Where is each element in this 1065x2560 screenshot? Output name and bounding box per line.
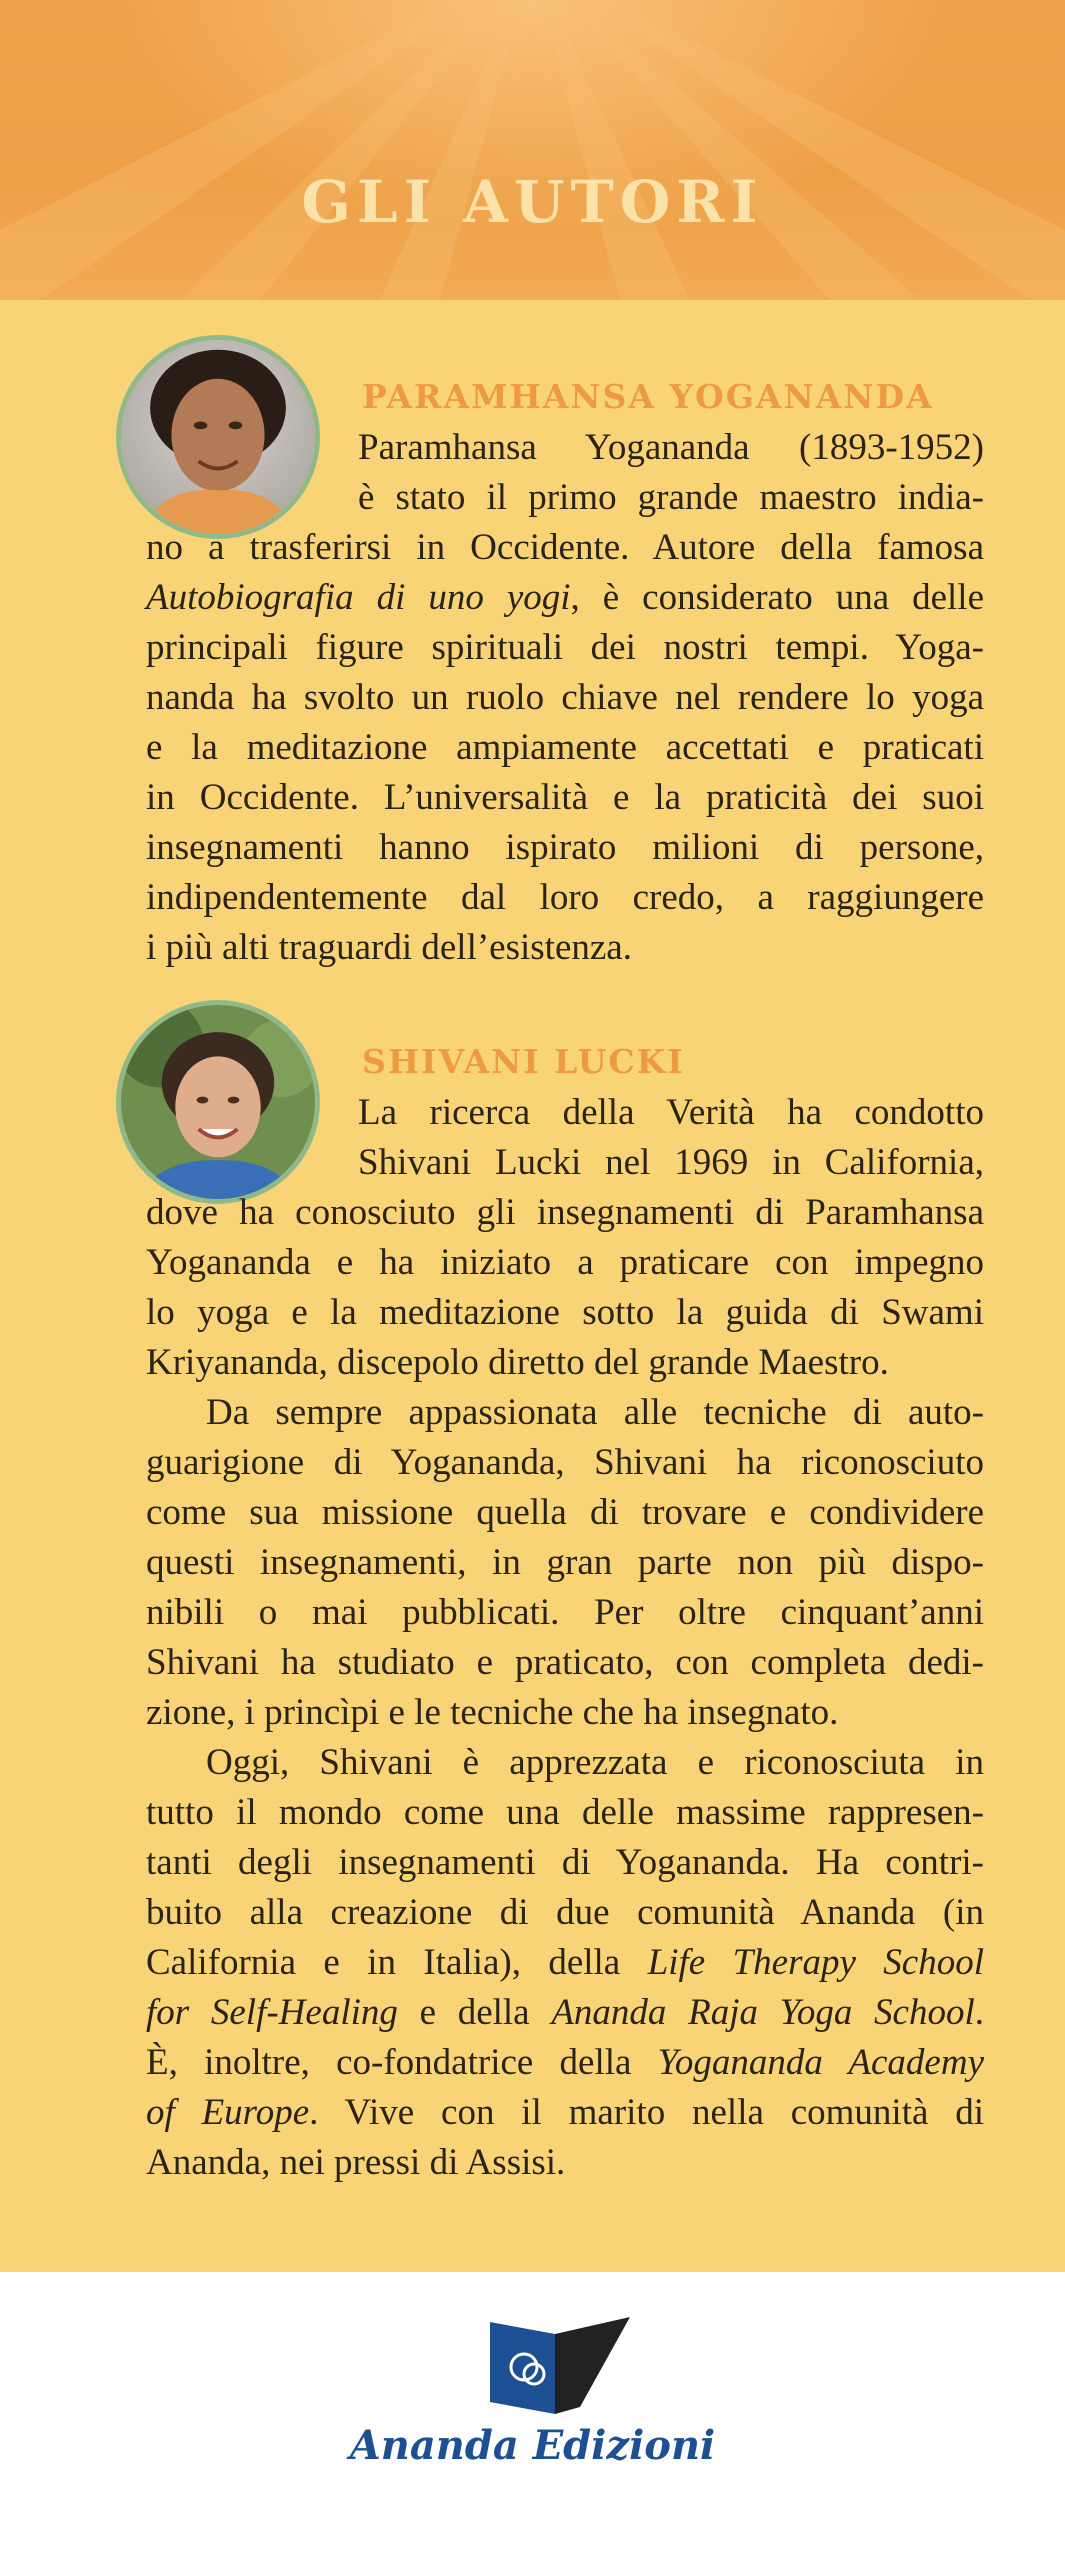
- bio-text: no a trasferirsi in Occidente. Autore della famosa: [146, 527, 984, 568]
- bio-paragraph: [146, 1088, 984, 1388]
- bio-line: [146, 1888, 984, 1938]
- bio-text: indipendentemente dal loro credo, a raggiungere: [146, 877, 984, 918]
- bio-text: nanda ha svolto un ruolo chiave nel rendere lo yoga: [146, 677, 984, 718]
- bio-line: [146, 1688, 984, 1738]
- bio-text: Da sempre appassionata alle tecniche di auto-: [206, 1392, 984, 1433]
- bio-line: [146, 1788, 984, 1838]
- bio-line: [146, 523, 984, 573]
- bio-text: e della: [397, 1992, 552, 2033]
- bio-paragraph: [146, 1738, 984, 2188]
- bio-line: [146, 1188, 984, 1238]
- bio-text: Yogananda e ha iniziato a praticare con impegno: [146, 1242, 984, 1283]
- bio-line: [146, 1488, 984, 1538]
- bio-text: guarigione di Yogananda, Shivani ha riconosciuto: [146, 1442, 984, 1483]
- bio-text: tutto il mondo come una delle massime rappresen-: [146, 1792, 984, 1833]
- bio-line: [146, 473, 984, 523]
- bio-line: [146, 2138, 984, 2188]
- book-logo-icon: [480, 2312, 640, 2422]
- author-name: PARAMHANSA YOGANANDA: [362, 377, 934, 416]
- bio-text: principali figure spirituali dei nostri tempi. Yoga-: [146, 627, 984, 668]
- bio-line: [146, 1938, 984, 1988]
- bio-text: buito alla creazione di due comunità Ananda (in: [146, 1892, 984, 1933]
- bio-line: [146, 1438, 984, 1488]
- author-bio: [146, 1088, 984, 2188]
- bio-text: , è considerato una delle: [570, 577, 985, 618]
- author-name: SHIVANI LUCKI: [362, 1042, 685, 1081]
- bio-text: Paramhansa Yogananda (1893-1952): [358, 427, 984, 468]
- academy-name: Yogananda Academy: [657, 2042, 984, 2083]
- publisher-name: Ananda Edizioni: [349, 2422, 716, 2469]
- bio-text: tanti degli insegnamenti di Yogananda. Ha contri-: [146, 1842, 984, 1883]
- bio-text: .: [974, 1992, 985, 2033]
- bio-text: è stato il primo grande maestro india-: [358, 477, 984, 518]
- bio-text: nibili o mai pubblicati. Per oltre cinquant’anni: [146, 1592, 984, 1633]
- bio-text: Oggi, Shivani è apprezzata e riconosciuta in: [206, 1742, 984, 1783]
- school-name: Ananda Raja Yoga School: [551, 1992, 975, 2033]
- school-name: for Self-Healing: [146, 1992, 398, 2033]
- bio-line: [146, 1238, 984, 1288]
- bio-text: California e in Italia), della: [146, 1942, 648, 1983]
- bio-line: [146, 1638, 984, 1688]
- bio-line: [146, 1138, 984, 1188]
- bio-line: [146, 573, 984, 623]
- bio-text: . Vive con il marito nella comunità di: [309, 2092, 984, 2133]
- bio-line: [146, 1338, 984, 1388]
- bio-text: Shivani Lucki nel 1969 in California,: [358, 1142, 984, 1183]
- bio-line: [146, 2038, 984, 2088]
- bio-line: [146, 1988, 984, 2038]
- bio-line: [146, 1388, 984, 1438]
- bio-line: [146, 873, 984, 923]
- section-title: GLI AUTORI: [301, 168, 764, 236]
- bio-text: Ananda, nei pressi di Assisi.: [146, 2142, 566, 2183]
- bio-line: [146, 923, 984, 973]
- bio-text: Shivani ha studiato e praticato, con completa dedi-: [146, 1642, 984, 1683]
- bio-text: zione, i princìpi e le tecniche che ha insegnato.: [146, 1692, 839, 1733]
- bio-text: insegnamenti hanno ispirato milioni di persone,: [146, 827, 984, 868]
- bio-line: [146, 773, 984, 823]
- bio-line: [146, 673, 984, 723]
- bio-text: e la meditazione ampiamente accettati e praticati: [146, 727, 984, 768]
- bio-text: in Occidente. L’universalità e la praticità dei suoi: [146, 777, 984, 818]
- bio-line: [146, 2088, 984, 2138]
- academy-name: of Europe: [146, 2092, 310, 2133]
- bio-line: [146, 423, 984, 473]
- bio-paragraph: [146, 423, 984, 973]
- bio-text: dove ha conosciuto gli insegnamenti di Paramhansa: [146, 1192, 984, 1233]
- publisher-footer: [0, 2272, 1065, 2560]
- bio-text: lo yoga e la meditazione sotto la guida di Swami: [146, 1292, 984, 1333]
- bio-text: come sua missione quella di trovare e condividere: [146, 1492, 984, 1533]
- bio-text: È, inoltre, co-fondatrice della: [146, 2042, 658, 2083]
- bio-text: i più alti traguardi dell’esistenza.: [146, 927, 632, 968]
- bio-line: [146, 1538, 984, 1588]
- authors-section: [0, 300, 1065, 2272]
- bio-line: [146, 1738, 984, 1788]
- bio-paragraph: [146, 1388, 984, 1738]
- school-name: Life Therapy School: [647, 1942, 984, 1983]
- sun-rays-decoration: [0, 0, 1065, 300]
- bio-line: [146, 1088, 984, 1138]
- bio-line: [146, 1838, 984, 1888]
- book-title: Autobiografia di uno yogi: [146, 577, 571, 618]
- bio-text: questi insegnamenti, in gran parte non più dispo-: [146, 1542, 984, 1583]
- bio-line: [146, 723, 984, 773]
- bio-line: [146, 1288, 984, 1338]
- bio-line: [146, 1588, 984, 1638]
- header-banner: [0, 0, 1065, 300]
- author-bio: [146, 423, 984, 973]
- bio-line: [146, 623, 984, 673]
- bio-text: La ricerca della Verità ha condotto: [358, 1092, 984, 1133]
- bio-text: Kriyananda, discepolo diretto del grande Maestro.: [146, 1342, 889, 1383]
- bio-line: [146, 823, 984, 873]
